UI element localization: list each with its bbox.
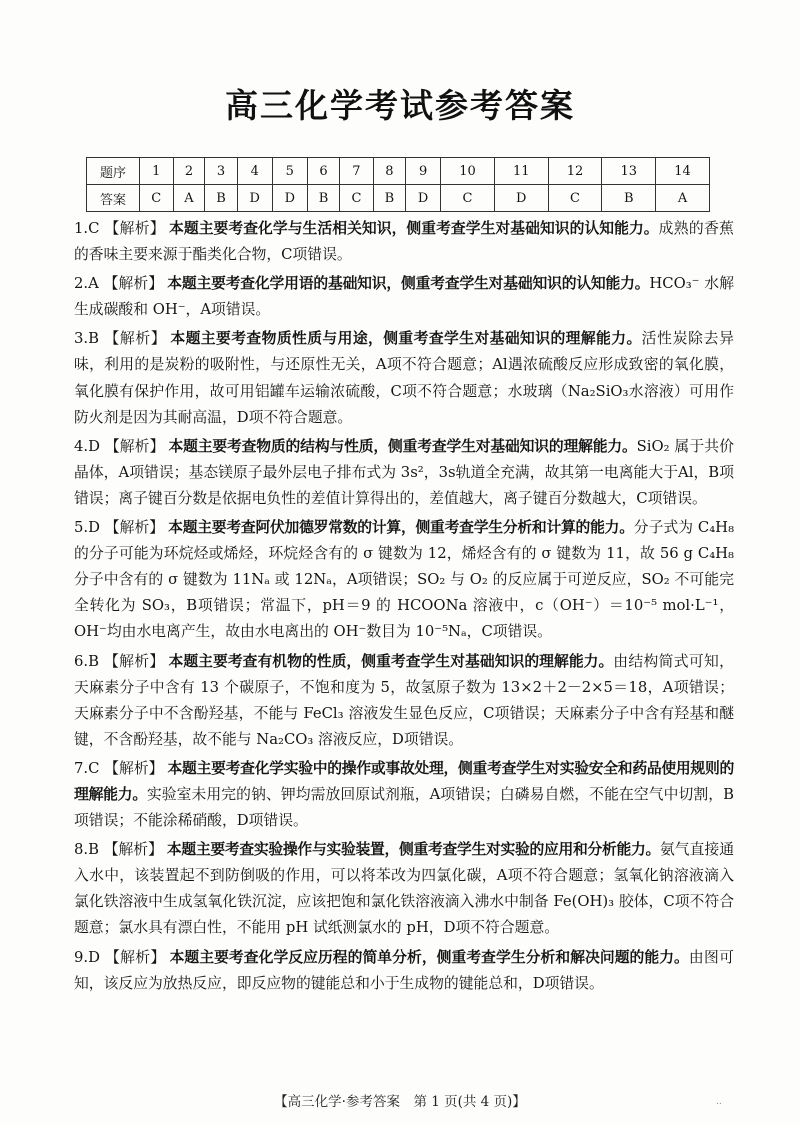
- question-lead: 2.A 【解析】: [74, 275, 164, 293]
- answer-cell: A: [173, 185, 205, 212]
- row-label: 答案: [87, 185, 140, 212]
- analysis-body: 氨气直接通入水中，该装置起不到防倒吸的作用，可以将苯改为四氯化碳，A项不符合题意；氢氧化钠溶液滴入氯化铁溶液中生成氢氧化铁沉淀，应该把饱和氯化铁溶液滴入沸水中制备 Fe(OH)₃ 胶体，C项不符合题意；氯水具有漂白性，不能用 pH 试纸测氯水的 pH，D项不符合题意。: [74, 841, 734, 937]
- question-number-row: [87, 158, 710, 185]
- answer-cell: D: [494, 185, 548, 212]
- answer-table: [86, 157, 710, 212]
- analysis-focus: 本题主要考查化学实验中的操作或事故处理，侧重考查学生对实验安全和药品使用规则的理解能力。: [74, 759, 734, 803]
- analysis-focus: 本题主要考查阿伏加德罗常数的计算，侧重考查学生分析和计算的能力。: [168, 519, 634, 537]
- analysis-focus: 本题主要考查化学用语的基础知识，侧重考查学生对基础知识的认知能力。: [167, 275, 650, 293]
- row-label: 题序: [87, 158, 140, 185]
- question-number: 5: [272, 158, 307, 185]
- corner-mark: ..: [716, 1097, 722, 1107]
- page-footer: 【高三化学·参考答案 第 1 页(共 4 页)】: [274, 1094, 526, 1110]
- explanation-item: [74, 326, 734, 430]
- analysis-focus: 本题主要考查化学反应历程的简单分析，侧重考查学生分析和解决问题的能力。: [169, 948, 689, 966]
- question-number: 11: [494, 158, 548, 185]
- analysis-body: HCO₃⁻ 水解生成碳酸和 OH⁻，A项错误。: [74, 275, 734, 319]
- question-number: 4: [237, 158, 272, 185]
- analysis-focus: 本题主要考查有机物的性质，侧重考查学生对基础知识的理解能力。: [168, 652, 614, 670]
- answer-cell: D: [272, 185, 307, 212]
- answer-cell: A: [656, 185, 710, 212]
- question-number: 12: [548, 158, 602, 185]
- question-number: 2: [173, 158, 205, 185]
- question-number: 1: [140, 158, 174, 185]
- question-lead: 3.B 【解析】: [74, 330, 167, 348]
- analysis-body: 成熟的香蕉的香味主要来源于酯类化合物，C项错误。: [74, 220, 734, 264]
- explanation-item: [74, 756, 734, 834]
- question-lead: 4.D 【解析】: [74, 437, 165, 455]
- analysis-body: SiO₂ 属于共价晶体，A项错误；基态镁原子最外层电子排布式为 3s²，3s轨道全充满，故其第一电离能大于Al，B项错误；离子键百分数是依据电负性的差值计算得出的，差值越大，离子键百分数越大，C项错误。: [74, 437, 735, 507]
- question-number: 10: [441, 158, 495, 185]
- question-lead: 9.D 【解析】: [74, 948, 166, 966]
- answer-cell: C: [441, 185, 495, 212]
- explanation-item: [74, 837, 734, 941]
- question-number: 7: [340, 158, 374, 185]
- explanations: [74, 216, 734, 1000]
- question-lead: 1.C 【解析】: [74, 220, 166, 237]
- explanation-item: [74, 649, 734, 753]
- explanation-item: [74, 515, 734, 645]
- question-number: 3: [205, 158, 237, 185]
- analysis-body: 活性炭除去异味，利用的是炭粉的吸附性，与还原性无关，A项不符合题意；Al遇浓硫酸反应形成致密的氧化膜，氧化膜有保护作用，故可用铝罐车运输浓硫酸，C项不符合题意；水玻璃（Na₂SiO₃水溶液）可用作防火剂是因为其耐高温，D项不符合题意。: [74, 330, 734, 426]
- analysis-focus: 本题主要考查物质的结构与性质，侧重考查学生对基础知识的理解能力。: [168, 437, 637, 455]
- answer-cell: D: [406, 185, 441, 212]
- analysis-body: 实验室未用完的钠、钾均需放回原试剂瓶，A项错误；白磷易自燃，不能在空气中切割，B项错误；不能涂稀硝酸，D项错误。: [74, 785, 734, 830]
- question-lead: 5.D 【解析】: [74, 519, 165, 537]
- analysis-body: 分子式为 C₄H₈ 的分子可能为环烷烃或烯烃，环烷烃含有的 σ 键数为 12，烯烃含有的 σ 键数为 11，故 56 g C₄H₈ 分子中含有的 σ 键数为 11Nₐ 或 12Nₐ，A项错误；SO₂ 与 O₂ 的反应属于可逆反应，SO₂ 不可能完全转化为 SO₃，B项错误；常温下，pH＝9 的 HCOONa 溶液中，c（OH⁻）＝10⁻⁵ mol·L⁻¹，OH⁻均由水电离产生，故由水电离出的 OH⁻数目为 10⁻⁵Nₐ，C项错误。: [74, 519, 734, 641]
- analysis-body: 由图可知，该反应为放热反应，即反应物的键能总和小于生成物的键能总和，D项错误。: [74, 948, 734, 992]
- answer-cell: C: [340, 185, 374, 212]
- question-lead: 6.B 【解析】: [74, 652, 165, 670]
- analysis-focus: 本题主要考查物质性质与用途，侧重考查学生对基础知识的理解能力。: [170, 330, 642, 348]
- question-number: 13: [602, 158, 656, 185]
- analysis-focus: 本题主要考查化学与生活相关知识，侧重考查学生对基础知识的认知能力。: [169, 220, 659, 237]
- question-number: 14: [656, 158, 710, 185]
- explanation-item: [74, 945, 734, 997]
- answer-row: [87, 185, 710, 212]
- question-number: 6: [307, 158, 339, 185]
- answer-cell: B: [205, 185, 237, 212]
- question-number: 9: [406, 158, 441, 185]
- answer-cell: B: [602, 185, 656, 212]
- explanation-item: [74, 216, 734, 268]
- answer-cell: C: [140, 185, 174, 212]
- answer-cell: D: [237, 185, 272, 212]
- page-title: 高三化学考试参考答案: [225, 86, 575, 125]
- answer-cell: B: [307, 185, 339, 212]
- question-lead: 8.B 【解析】: [74, 841, 163, 859]
- analysis-focus: 本题主要考查实验操作与实验装置，侧重考查学生对实验的应用和分析能力。: [166, 841, 660, 859]
- explanation-item: [74, 271, 734, 323]
- explanation-item: [74, 434, 734, 512]
- question-number: 8: [373, 158, 405, 185]
- question-lead: 7.C 【解析】: [74, 759, 164, 777]
- answer-cell: B: [373, 185, 405, 212]
- analysis-body: 由结构简式可知，天麻素分子中含有 13 个碳原子，不饱和度为 5，故氢原子数为 13×2＋2－2×5＝18，A项错误；天麻素分子中不含酚羟基，不能与 FeCl₃ 溶液发生显色反应，C项错误；天麻素分子中含有羟基和醚键，不含酚羟基，故不能与 Na₂CO₃ 溶液反应，D项错误。: [74, 652, 734, 748]
- answer-cell: C: [548, 185, 602, 212]
